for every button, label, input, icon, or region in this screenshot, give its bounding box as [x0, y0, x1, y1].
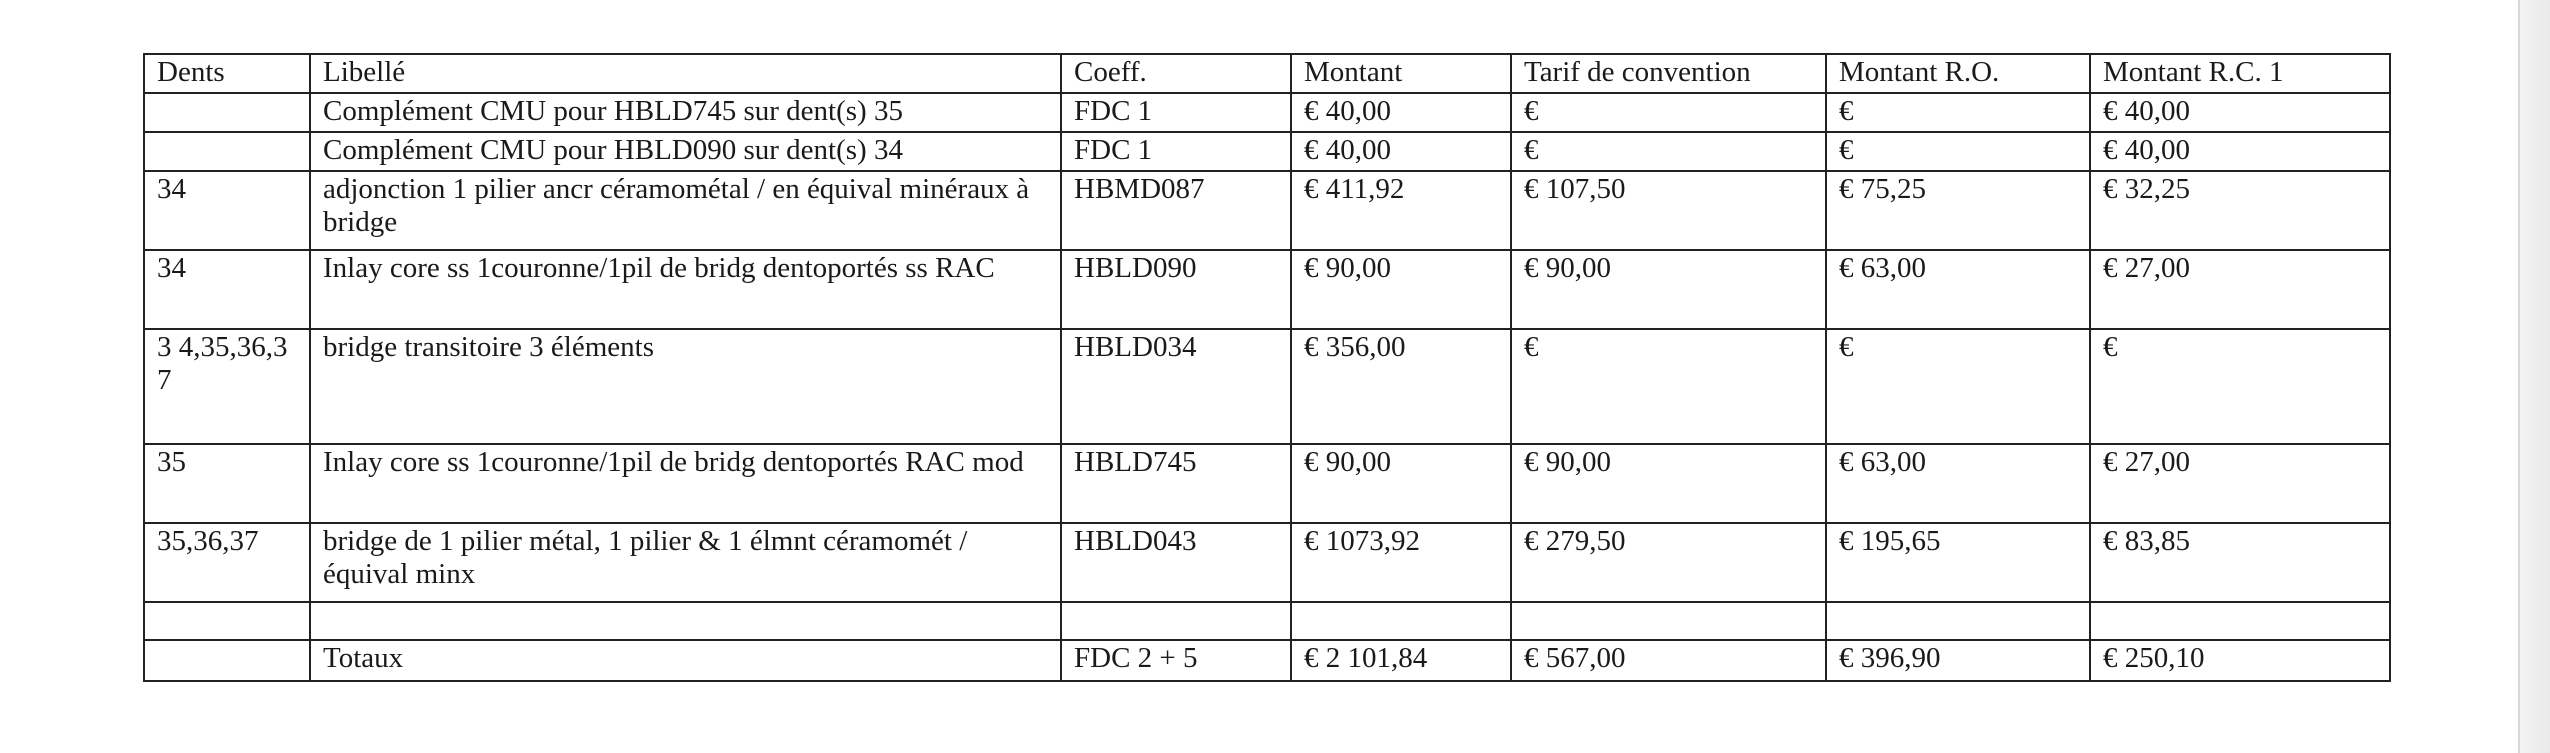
totals-coeff: FDC 2 + 5: [1061, 640, 1291, 681]
header-cell-montant-rc1: Montant R.C. 1: [2090, 54, 2390, 93]
cell-dents: [144, 602, 310, 640]
cell-montant-rc1: € 27,00: [2090, 444, 2390, 523]
cell-dents: [144, 132, 310, 171]
cell-montant: € 90,00: [1291, 250, 1511, 329]
cell-montant-rc1: € 40,00: [2090, 132, 2390, 171]
table-row: [144, 250, 2390, 329]
cell-montant: € 90,00: [1291, 444, 1511, 523]
cell-libelle: Inlay core ss 1couronne/1pil de bridg dentoportés ss RAC: [310, 250, 1061, 329]
totals-montant-ro: € 396,90: [1826, 640, 2090, 681]
table-row: [144, 171, 2390, 250]
table-row: [144, 329, 2390, 444]
cell-montant-ro: €: [1826, 93, 2090, 132]
cell-montant: € 411,92: [1291, 171, 1511, 250]
cell-montant-ro: [1826, 602, 2090, 640]
header-cell-tarif-convention: Tarif de convention: [1511, 54, 1826, 93]
header-cell-montant-ro: Montant R.O.: [1826, 54, 2090, 93]
cell-coeff: HBMD087: [1061, 171, 1291, 250]
cell-dents: [144, 93, 310, 132]
cell-coeff: HBLD034: [1061, 329, 1291, 444]
cell-libelle: bridge transitoire 3 éléments: [310, 329, 1061, 444]
cell-libelle: Complément CMU pour HBLD090 sur dent(s) 34: [310, 132, 1061, 171]
cell-montant-ro: € 63,00: [1826, 444, 2090, 523]
totals-montant: € 2 101,84: [1291, 640, 1511, 681]
header-row: [144, 54, 2390, 93]
cell-montant-ro: € 195,65: [1826, 523, 2090, 602]
header-cell-dents: Dents: [144, 54, 310, 93]
cell-libelle: adjonction 1 pilier ancr céramométal / en équival minéraux à bridge: [310, 171, 1061, 250]
cell-dents: 3 4,35,36,3 7: [144, 329, 310, 444]
table-row: [144, 93, 2390, 132]
cell-tarif-convention: € 90,00: [1511, 444, 1826, 523]
cell-montant: € 40,00: [1291, 93, 1511, 132]
cell-montant-rc1: €: [2090, 329, 2390, 444]
cell-tarif-convention: €: [1511, 329, 1826, 444]
cell-libelle: Inlay core ss 1couronne/1pil de bridg dentoportés RAC mod: [310, 444, 1061, 523]
table-row: [144, 444, 2390, 523]
cell-coeff: HBLD745: [1061, 444, 1291, 523]
totals-tarif-convention: € 567,00: [1511, 640, 1826, 681]
cell-montant: € 1073,92: [1291, 523, 1511, 602]
cell-libelle: bridge de 1 pilier métal, 1 pilier & 1 élmnt céramomét / équival minx: [310, 523, 1061, 602]
cell-montant-rc1: € 40,00: [2090, 93, 2390, 132]
cell-dents: 35: [144, 444, 310, 523]
empty-row: [144, 602, 2390, 640]
cell-montant-ro: €: [1826, 329, 2090, 444]
scan-page-edge: [2518, 0, 2550, 753]
cell-montant-rc1: € 27,00: [2090, 250, 2390, 329]
cell-coeff: FDC 1: [1061, 93, 1291, 132]
cell-dents: 35,36,37: [144, 523, 310, 602]
cell-libelle: [310, 602, 1061, 640]
cell-montant-ro: € 75,25: [1826, 171, 2090, 250]
cell-dents: [144, 640, 310, 681]
cell-dents: 34: [144, 250, 310, 329]
cell-tarif-convention: [1511, 602, 1826, 640]
cell-coeff: FDC 1: [1061, 132, 1291, 171]
dental-quote-table: [143, 53, 2391, 682]
cell-tarif-convention: € 107,50: [1511, 171, 1826, 250]
cell-montant-rc1: [2090, 602, 2390, 640]
cell-montant: [1291, 602, 1511, 640]
cell-coeff: HBLD090: [1061, 250, 1291, 329]
cell-montant-rc1: € 32,25: [2090, 171, 2390, 250]
cell-libelle: Complément CMU pour HBLD745 sur dent(s) 35: [310, 93, 1061, 132]
totals-row: [144, 640, 2390, 681]
cell-tarif-convention: € 90,00: [1511, 250, 1826, 329]
table-row: [144, 132, 2390, 171]
cell-montant-rc1: € 83,85: [2090, 523, 2390, 602]
header-cell-montant: Montant: [1291, 54, 1511, 93]
cell-coeff: [1061, 602, 1291, 640]
cell-tarif-convention: €: [1511, 93, 1826, 132]
totals-label: Totaux: [310, 640, 1061, 681]
cell-tarif-convention: €: [1511, 132, 1826, 171]
cell-montant-ro: € 63,00: [1826, 250, 2090, 329]
header-cell-libelle: Libellé: [310, 54, 1061, 93]
header-cell-coeff: Coeff.: [1061, 54, 1291, 93]
cell-montant: € 40,00: [1291, 132, 1511, 171]
cell-coeff: HBLD043: [1061, 523, 1291, 602]
cell-montant-ro: €: [1826, 132, 2090, 171]
table-row: [144, 523, 2390, 602]
cell-dents: 34: [144, 171, 310, 250]
cell-tarif-convention: € 279,50: [1511, 523, 1826, 602]
cell-montant: € 356,00: [1291, 329, 1511, 444]
totals-montant-rc1: € 250,10: [2090, 640, 2390, 681]
